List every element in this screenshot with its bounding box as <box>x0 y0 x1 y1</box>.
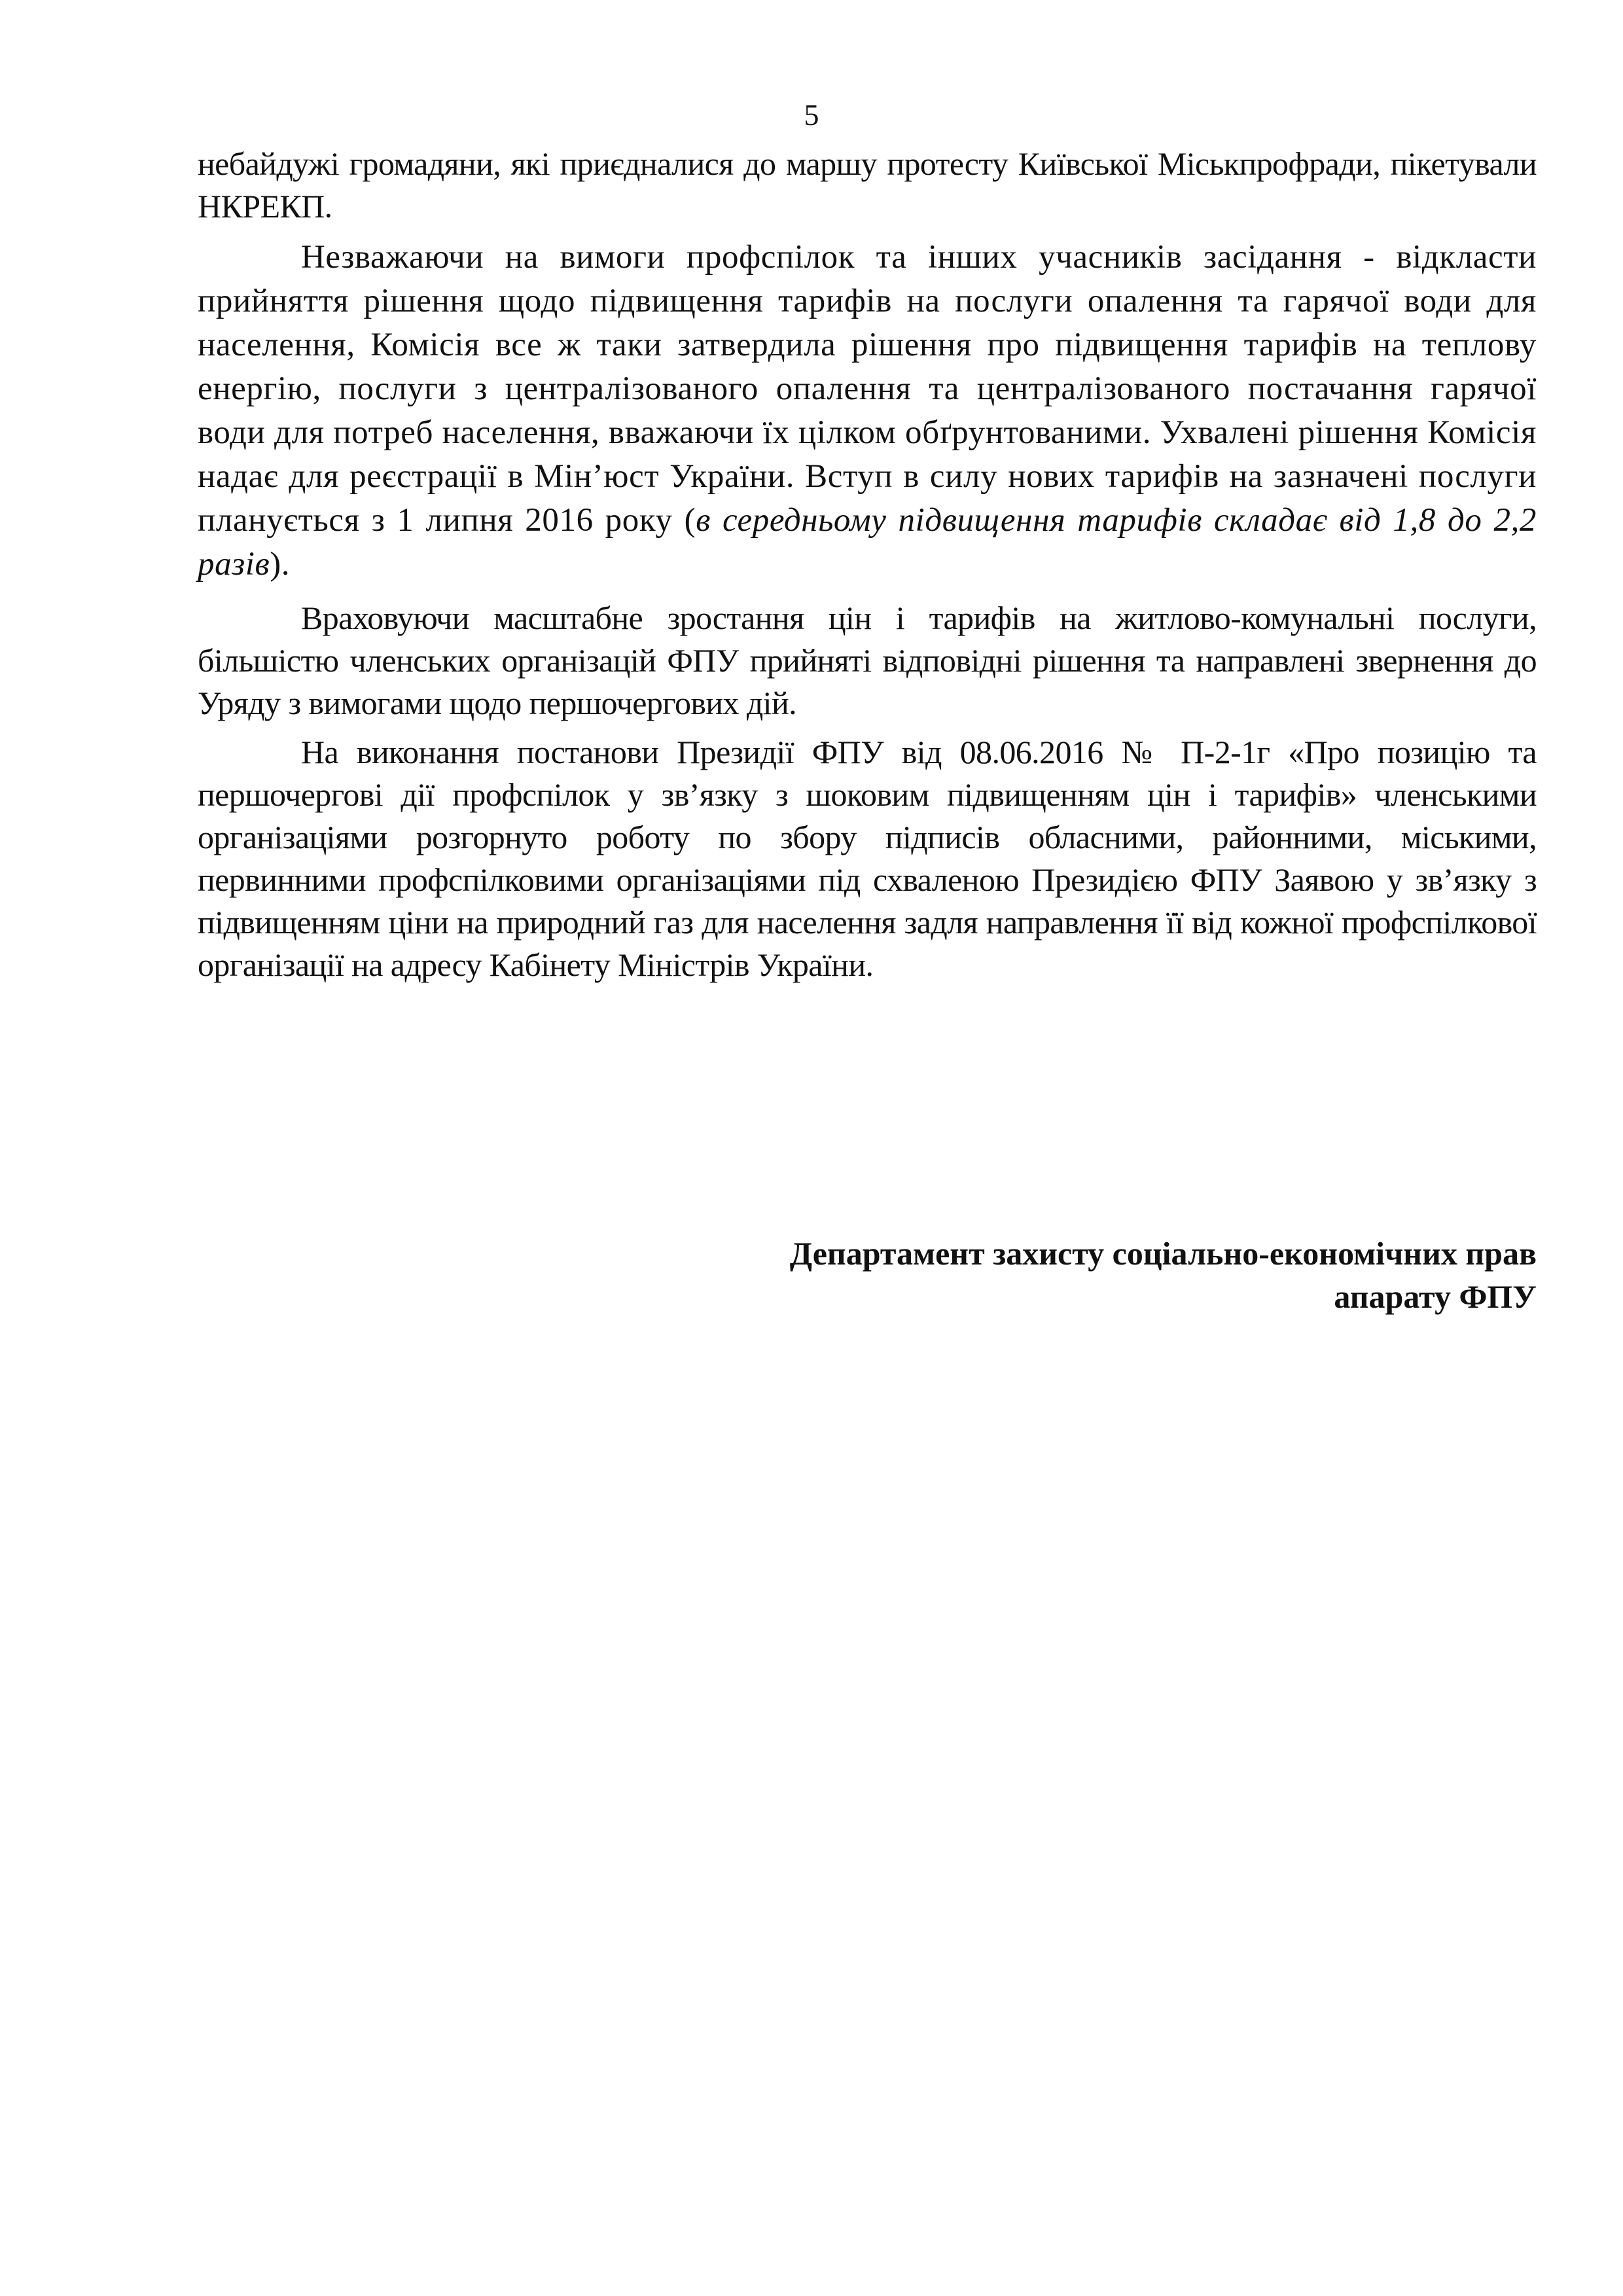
paragraph-2-text: Незважаючи на вимоги профспілок та інших учасників засідання - відкласти прийняття рішення щодо підвищення тарифів на послуги опалення та гарячої води для населення, Комісія все ж таки затвердила рішення про підвищення тарифів на теплову енергію, послуги з централізованого опалення та централізованого постачання гарячої води для потреб населення, вважаючи їх цілком обґрунтованими. Ухвалені рішення Комісія надає для реєстрації в Мін’юст України. Вступ в силу нових тарифів на зазначені послуги планується з 1 липня 2016 року ( <box>198 239 1537 539</box>
paragraph-3: Враховуючи масштабне зростання цін і тарифів на житлово-комунальні послуги, більшістю членських організацій ФПУ прийняті відповідні рішення та направлені звернення до Уряду з вимогами щодо першочергових дій. <box>198 600 1537 721</box>
signature-department: Департамент захисту соціально-економічних прав <box>789 1235 1537 1272</box>
paragraph-2-closing: ). <box>270 546 291 583</box>
page-number: 5 <box>804 98 819 132</box>
document-body <box>198 143 1537 986</box>
paragraph-4: На виконання постанови Президії ФПУ від 08.06.2016 № П-2-1г «Про позицію та першочергові дії профспілок у зв’язку з шоковим підвищенням цін і тарифів» членськими організаціями розгорнуто роботу по збору підписів обласними, районними, міськими, первинними профспілковими організаціями під схваленою Президією ФПУ Заявою у зв’язку з підвищенням ціни на природний газ для населення задля направлення її від кожної профспілкової організації на адресу Кабінету Міністрів України. <box>198 734 1537 983</box>
signature-block <box>790 1232 1537 1318</box>
paragraph-2-italic-note: в середньому підвищення тарифів складає від 1,8 до 2,2 разів <box>198 502 1537 583</box>
signature-organization: апарату ФПУ <box>1334 1278 1537 1315</box>
paragraph-2 <box>198 236 1537 586</box>
paragraph-1: небайдужі громадяни, які приєдналися до маршу протесту Київської Міськпрофради, пікетували НКРЕКП. <box>198 145 1537 224</box>
